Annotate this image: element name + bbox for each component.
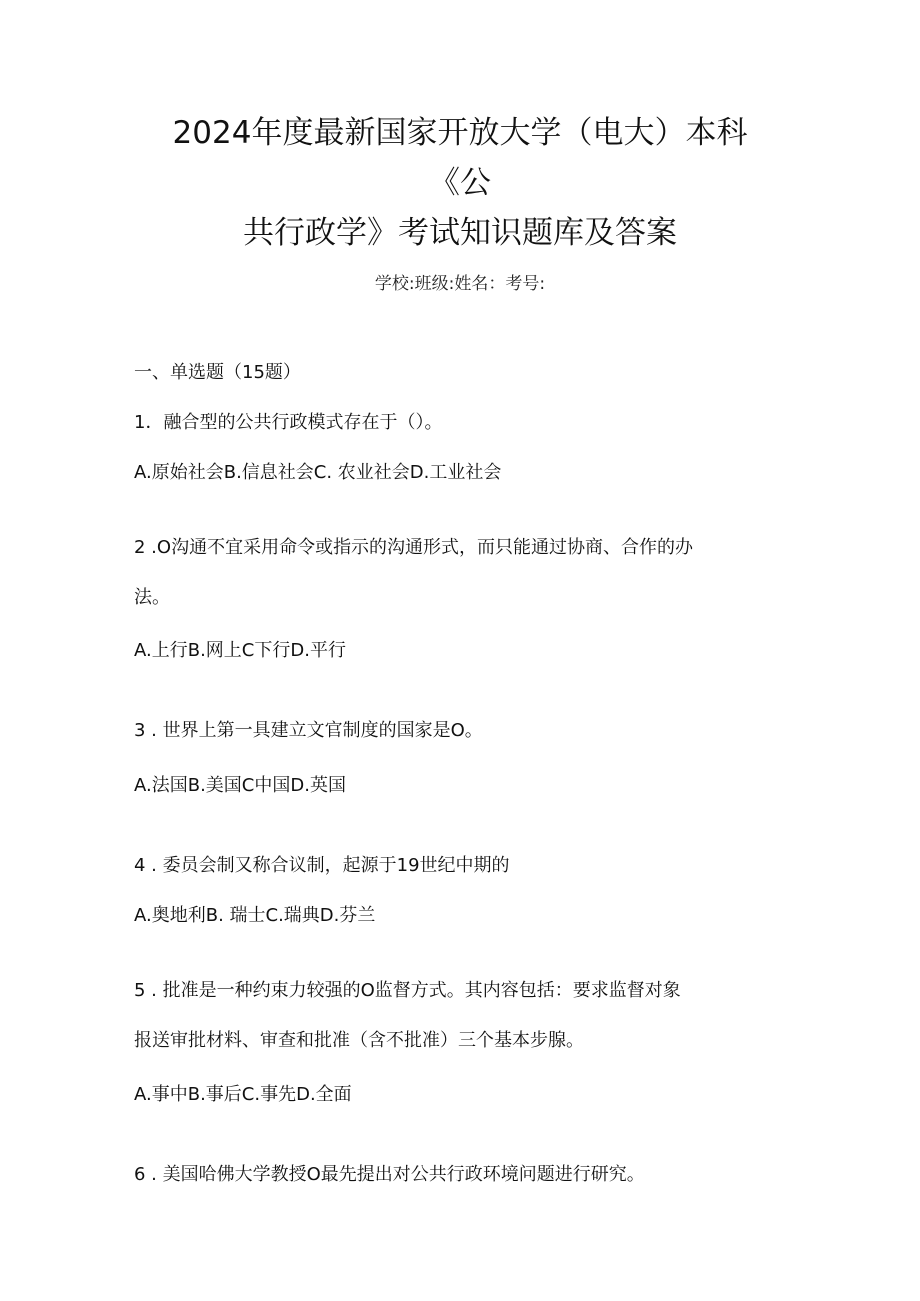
question-3-stem: 3 . 世界上第一具建立文官制度的国家是O。 bbox=[134, 720, 483, 741]
title-text-1a: 2024年度最新国家开放大学（电大）本科 bbox=[172, 115, 748, 151]
document-title-line-2 bbox=[0, 163, 920, 203]
question-2-stem-line-2: 法。 bbox=[134, 587, 170, 608]
document-title-line-3 bbox=[0, 213, 920, 253]
question-4-stem: 4 . 委员会制又称合议制，起源于19世纪中期的 bbox=[134, 855, 510, 876]
student-info-line: 学校:班级:姓名：考号: bbox=[374, 274, 546, 294]
question-2-stem-line-1: 2 .O沟通不宜采用命令或指示的沟通形式，而只能通过协商、合作的办 bbox=[134, 537, 694, 558]
title-text-1b: 《公 bbox=[429, 165, 491, 201]
question-3-options: A.法国B.美国C中国D.英国 bbox=[134, 775, 346, 796]
title-text-2: 共行政学》考试知识题库及答案 bbox=[243, 215, 677, 251]
question-1-stem: 1．融合型的公共行政模式存在于（）。 bbox=[134, 412, 443, 433]
section-heading: 一、单选题（15题） bbox=[134, 362, 301, 383]
question-4-options: A.奥地利B. 瑞士C.瑞典D.芬兰 bbox=[134, 905, 376, 926]
question-5-options: A.事中B.事后C.事先D.全面 bbox=[134, 1084, 352, 1105]
document-title-line-1 bbox=[0, 113, 920, 153]
question-2-options: A.上行B.网上C下行D.平行 bbox=[134, 640, 346, 661]
question-6-stem: 6 . 美国哈佛大学教授O最先提出对公共行政环境问题进行研究。 bbox=[134, 1164, 645, 1185]
question-5-stem-line-1: 5 . 批准是一种约束力较强的O监督方式。其内容包括：要求监督对象 bbox=[134, 980, 681, 1001]
question-5-stem-line-2: 报送审批材料、审查和批准（含不批准）三个基本步腺。 bbox=[134, 1030, 584, 1051]
question-1-options: A.原始社会B.信息社会C. 农业社会D.工业社会 bbox=[134, 462, 502, 483]
